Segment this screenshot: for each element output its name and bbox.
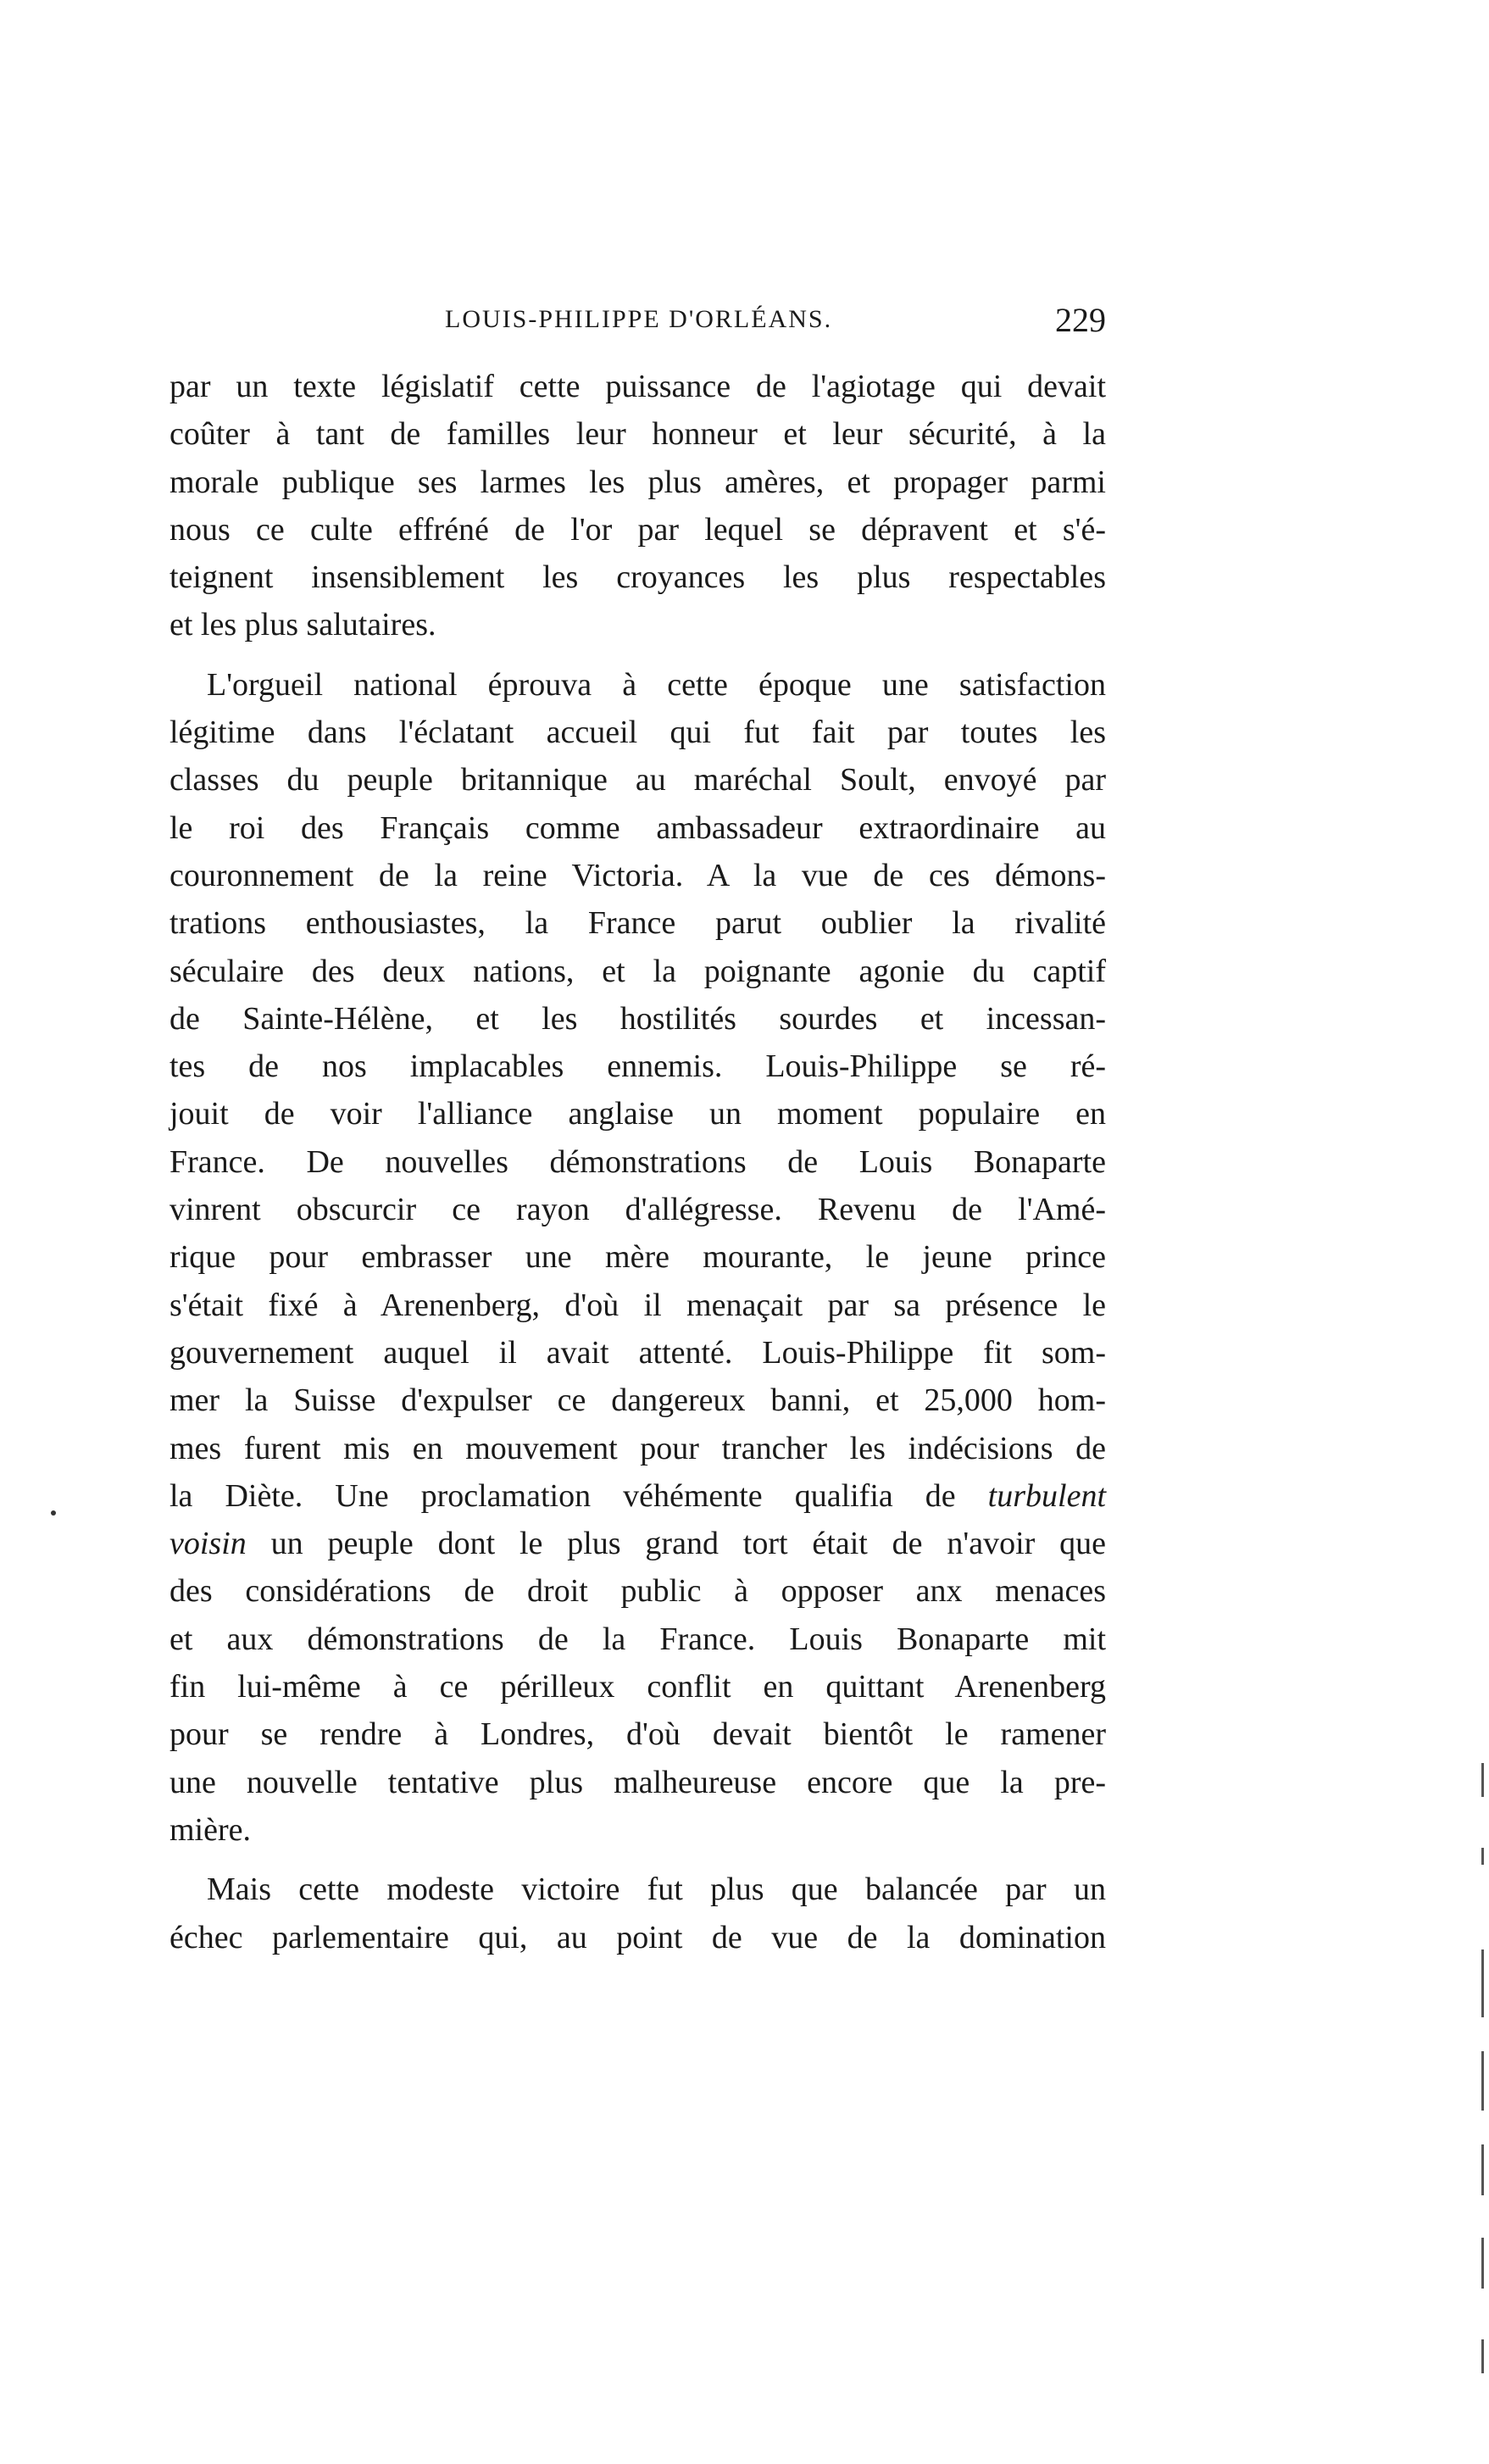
text-line: et aux démonstrations de la France. Louis Bonaparte mit (169, 1621, 1106, 1657)
text-line: Mais cette modeste victoire fut plus que balancée par un (207, 1872, 1106, 1908)
text-line: échec parlementaire qui, au point de vue de la domination (169, 1919, 1106, 1955)
scan-artifact-mark (1481, 2144, 1484, 2195)
page-header (169, 301, 1106, 356)
text-line: morale publique ses larmes les plus amères, et propager parmi (169, 464, 1106, 500)
text-line: mière. (169, 1811, 252, 1848)
text-line: L'orgueil national éprouva à cette époque une satisfaction (207, 666, 1106, 703)
paragraph-3 (169, 1866, 1106, 1961)
text-line: vinrent obscurcir ce rayon d'allégresse. Revenu de l'Amé- (169, 1192, 1106, 1228)
text-line: voisin un peuple dont le plus grand tort était de n'avoir que (169, 1526, 1106, 1562)
italic-phrase: voisin (169, 1526, 247, 1562)
text-line: nous ce culte effréné de l'or par lequel se dépravent et s'é- (169, 511, 1106, 548)
text-line: de Sainte-Hélène, et les hostilités sourdes et incessan- (169, 1000, 1106, 1037)
text-line: s'était fixé à Arenenberg, d'où il menaçait par sa présence le (169, 1287, 1106, 1323)
text-line: couronnement de la reine Victoria. A la vue de ces démons- (169, 857, 1106, 893)
scan-artifact-mark (1481, 2339, 1484, 2373)
text-line: légitime dans l'éclatant accueil qui fut fait par toutes les (169, 715, 1106, 751)
text-line: par un texte législatif cette puissance de l'agiotage qui devait (169, 369, 1106, 404)
scan-artifact-mark (1481, 2051, 1484, 2111)
text-line: pour se rendre à Londres, d'où devait bientôt le ramener (169, 1716, 1106, 1753)
text-line: des considérations de droit public à opposer anx menaces (169, 1573, 1106, 1610)
text-line: une nouvelle tentative plus malheureuse encore que la pre- (169, 1764, 1106, 1800)
scan-artifact-mark (1481, 1763, 1484, 1797)
text-line: gouvernement auquel il avait attenté. Louis-Philippe fit som- (169, 1334, 1106, 1371)
page-number: 229 (1055, 301, 1106, 339)
text-line: et les plus salutaires. (169, 607, 436, 643)
text-line: classes du peuple britannique au maréchal Soult, envoyé par (169, 762, 1106, 798)
text-line: trations enthousiastes, la France parut oublier la rivalité (169, 905, 1106, 942)
text-line: France. De nouvelles démonstrations de Louis Bonaparte (169, 1143, 1106, 1180)
text-line: la Diète. Une proclamation véhémente qualifia de turbulent (169, 1477, 1106, 1514)
running-head: LOUIS-PHILIPPE D'ORLÉANS. (445, 305, 833, 333)
paragraph-1 (169, 363, 1106, 649)
text-line: tes de nos implacables ennemis. Louis-Philippe se ré- (169, 1048, 1106, 1085)
scan-artifact-speck (51, 1510, 56, 1516)
body-text (169, 363, 1106, 1961)
text-line: jouit de voir l'alliance anglaise un moment populaire en (169, 1096, 1106, 1132)
paragraph-2 (169, 661, 1106, 1854)
text-line: teignent insensiblement les croyances les plus respectables (169, 559, 1106, 596)
italic-phrase: turbulent (987, 1477, 1106, 1514)
scan-artifact-mark (1481, 1950, 1484, 2017)
text-line: mer la Suisse d'expulser ce dangereux banni, et 25,000 hom- (169, 1382, 1106, 1419)
text-line: mes furent mis en mouvement pour trancher les indécisions de (169, 1430, 1106, 1466)
text-line: fin lui-même à ce périlleux conflit en quittant Arenenberg (169, 1669, 1106, 1705)
scan-artifact-mark (1481, 2238, 1484, 2289)
text-line: rique pour embrasser une mère mourante, le jeune prince (169, 1239, 1106, 1276)
text-line: séculaire des deux nations, et la poignante agonie du captif (169, 953, 1106, 989)
text-line: coûter à tant de familles leur honneur et leur sécurité, à la (169, 416, 1106, 453)
text-line: le roi des Français comme ambassadeur extraordinaire au (169, 809, 1106, 846)
scan-artifact-mark (1481, 1848, 1484, 1865)
